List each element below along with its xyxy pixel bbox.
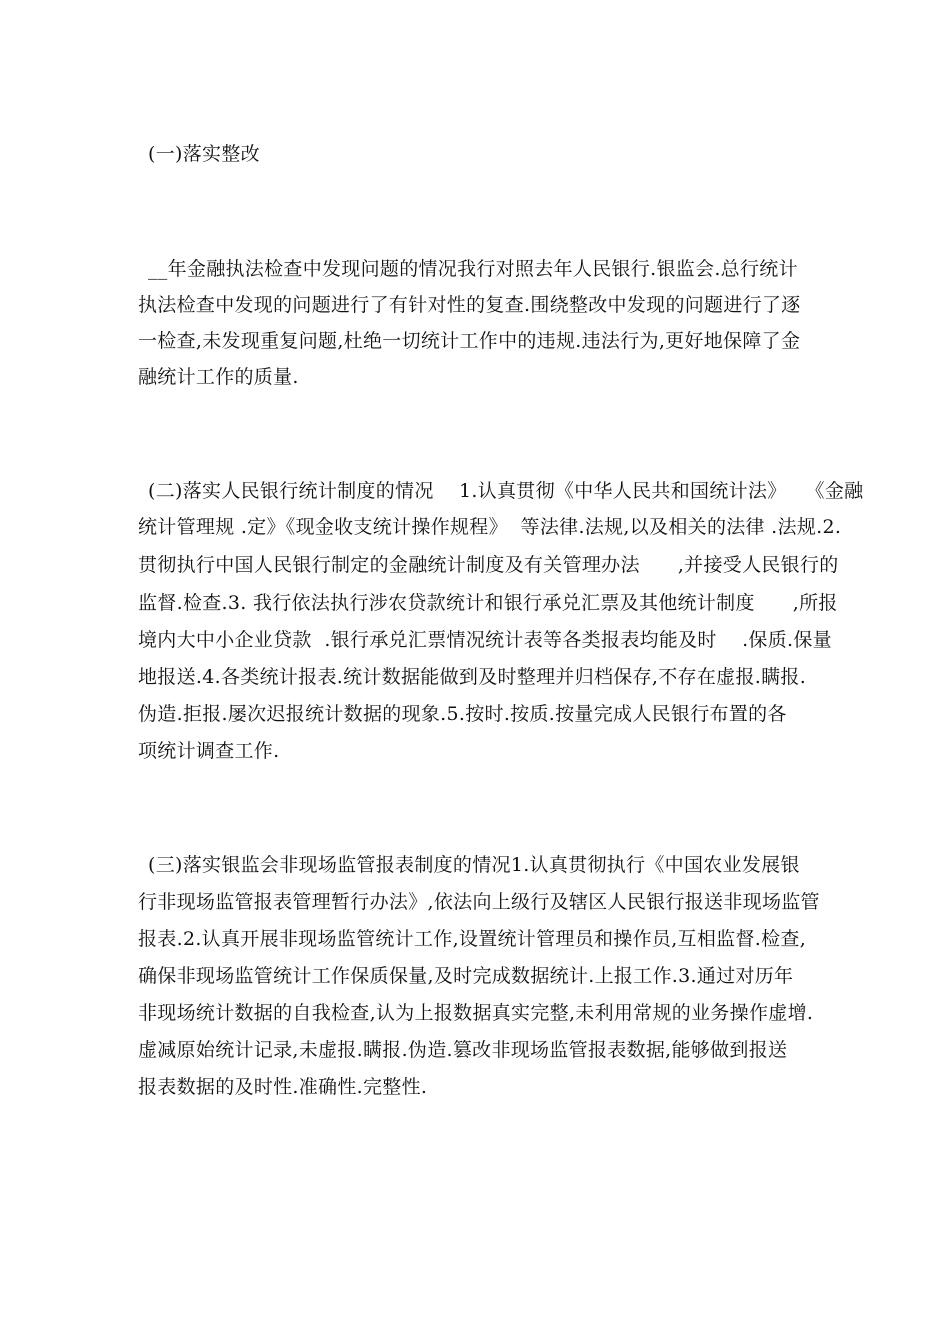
section3-line: 报表.2.认真开展非现场监管统计工作,设置统计管理员和操作员,互相监督.检查, <box>138 928 807 950</box>
section1-line: 一检查,未发现重复问题,杜绝一切统计工作中的违规.违法行为,更好地保障了金 <box>138 330 801 352</box>
section1-line: 执法检查中发现的问题进行了有针对性的复查.围绕整改中发现的问题进行了逐 <box>138 294 801 316</box>
section3-line: 虚减原始统计记录,未虚报.瞒报.伪造.篡改非现场监管报表数据,能够做到报送 <box>138 1039 788 1061</box>
section2-line: 项统计调查工作. <box>138 740 280 762</box>
section3-line: 报表数据的及时性.准确性.完整性. <box>138 1076 428 1098</box>
section2-line: 地报送.4.各类统计报表.统计数据能做到及时整理并归档保存,不存在虚报.瞒报. <box>138 666 807 688</box>
section2-line: 伪造.拒报.屡次迟报统计数据的现象.5.按时.按质.按量完成人民银行布置的各 <box>138 703 787 725</box>
section3-line: 行非现场监管报表管理暂行办法》,依法向上级行及辖区人民银行报送非现场监管 <box>138 891 820 913</box>
section2-line: 监督.检查.3. 我行依法执行涉农贷款统计和银行承兑汇票及其他统计制度 ,所报 <box>138 592 838 614</box>
section3-line: (三)落实银监会非现场监管报表制度的情况1.认真贯彻执行《中国农业发展银 <box>148 854 800 876</box>
section2-line: (二)落实人民银行统计制度的情况 1.认真贯彻《中华人民共和国统计法》 《金融 <box>148 480 864 502</box>
section2-line: 境内大中小企业贷款 .银行承兑汇票情况统计表等各类报表均能及时 .保质.保量 <box>138 629 832 651</box>
section2-line: 统计管理规 .定》《现金收支统计操作规程》 等法律.法规,以及相关的法律 .法规.2. <box>138 516 842 538</box>
section3-line: 确保非现场监管统计工作保质保量,及时完成数据统计.上报工作.3.通过对历年 <box>138 965 794 987</box>
section2-line: 贯彻执行中国人民银行制定的金融统计制度及有关管理办法 ,并接受人民银行的 <box>138 554 839 576</box>
section3-line: 非现场统计数据的自我检查,认为上报数据真实完整,未利用常规的业务操作虚增. <box>138 1002 814 1024</box>
section1-line: 融统计工作的质量. <box>138 366 299 388</box>
section1-heading: (一)落实整改 <box>148 143 260 165</box>
section1-line: __年金融执法检查中发现问题的情况我行对照去年人民银行.银监会.总行统计 <box>148 258 798 280</box>
